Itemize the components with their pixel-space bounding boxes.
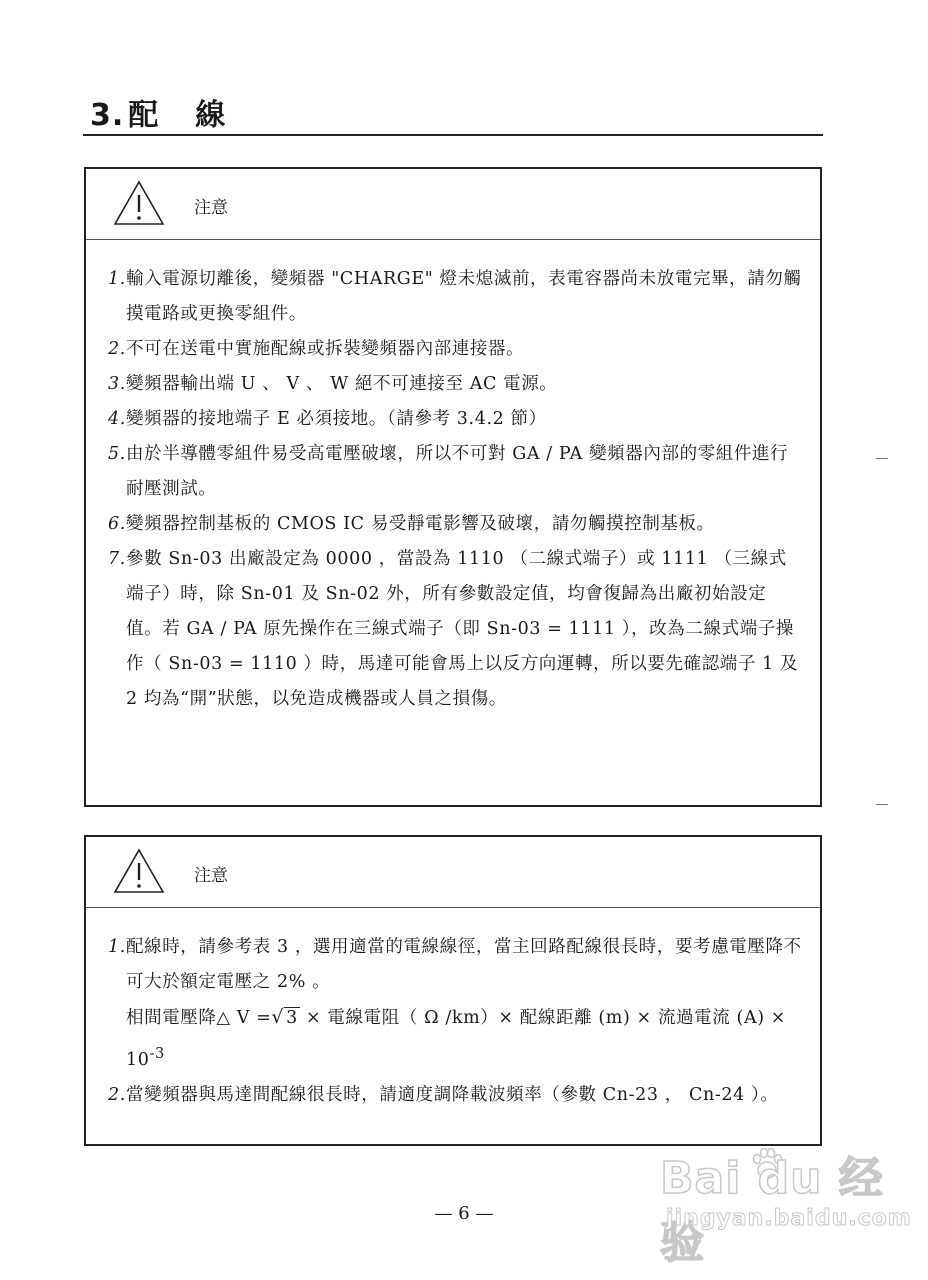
caution-header — [86, 837, 820, 908]
caution-header — [86, 169, 820, 240]
list-item: 1. 輸入電源切離後，變頻器 "CHARGE" 燈未熄滅前，表電容器尚未放電完畢，請勿觸摸電路或更換零組件。 — [108, 269, 802, 324]
page-title — [90, 90, 226, 134]
caution-box-1 — [84, 167, 822, 807]
caution-list — [86, 240, 820, 717]
list-item: 3. 變頻器輸出端 U 、 V 、 W 絕不可連接至 AC 電源。 — [108, 374, 558, 394]
baidu-watermark — [660, 1142, 912, 1268]
caution-box-2 — [84, 835, 822, 1146]
voltage-drop-formula: 相間電壓降△ V =√ 3 × 電線電阻（ Ω /km）× 配線距離 (m) × 流過電流 $(A) \times 10^{-3}$ — [126, 1006, 787, 1070]
watermark-url: jingyan.baidu.com — [666, 1206, 912, 1231]
list-item: 1. 配線時，請參考表 3 ，選用適當的電線線徑，當主回路配線很長時，要考慮電壓降不可大於額定電壓之 2% 。 相間電壓降△ V =√ 3 × 電線電阻（ Ω /km）× 配線距離 (m) × 流過電流 $(A) \times 10^{-3}$ — [108, 930, 802, 1078]
watermark-brand: Bai du 经验 — [660, 1153, 884, 1268]
title-char-2: 線 — [195, 98, 227, 133]
list-item: 5. 由於半導體零組件易受高電壓破壞，所以不可對 GA / PA 變頻器內部的零組件進行耐壓測試。 — [108, 444, 789, 499]
list-item: 2. 當變頻器與馬達間配線很長時，請適度調降載波頻率（參數 Cn-23 ， Cn-24 ）。 — [108, 1084, 779, 1105]
list-item: 7. 參數 Sn-03 出廠設定為 0000 ，當設為 1110 （二線式端子）或 1111 （三線式端子）時，除 Sn-01 及 Sn-02 外，所有參數設定值，均會復歸為出廠初始設定值。若 GA / PA 原先操作在三線式端子（即 Sn-03 = 1111 ），改為二線式端子操作（ Sn-03 = 1110 ）時，馬達可能會馬上以反方向運轉，所以要先確認端子 1 及 2 均為“開”狀態，以免造成機器或人員之損傷。 — [108, 549, 799, 709]
list-item: 2. 不可在送電中實施配線或拆裝變頻器內部連接器。 — [108, 339, 525, 359]
caution-label: 注意 — [194, 198, 228, 218]
title-char-1: 配 — [128, 98, 160, 133]
warning-triangle-icon — [112, 179, 166, 227]
list-item: 4. 變頻器的接地端子 E 必須接地。（請參考 3.4.2 節） — [108, 409, 547, 429]
caution-label: 注意 — [194, 866, 228, 886]
caution-list — [86, 908, 820, 1113]
margin-mark — [876, 804, 888, 805]
list-item: 6. 變頻器控制基板的 CMOS IC 易受靜電影響及破壞，請勿觸摸控制基板。 — [108, 514, 715, 534]
page-number: — 6 — — [434, 1203, 494, 1224]
title-rule — [83, 134, 823, 136]
warning-triangle-icon — [112, 847, 166, 895]
margin-mark — [876, 458, 888, 459]
title-number: 3. — [90, 98, 125, 133]
